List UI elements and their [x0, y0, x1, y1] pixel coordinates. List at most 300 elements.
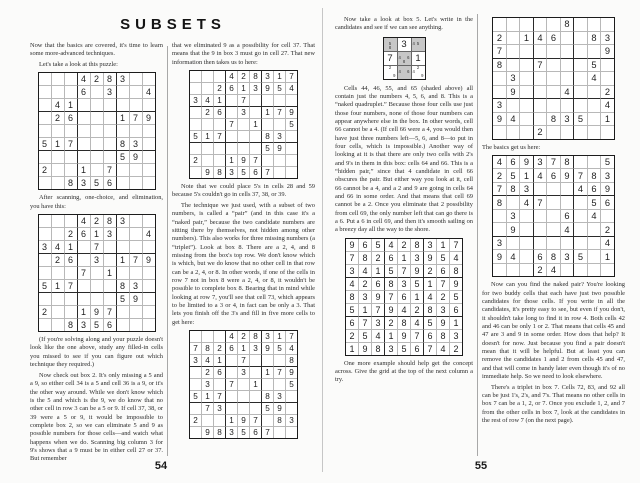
sudoku-cell: 4: [286, 83, 297, 95]
sudoku-cell: 5: [411, 278, 424, 291]
after-basics-caption: After scanning, one-choice, and elimination, you have this:: [30, 194, 163, 210]
sudoku-cell: 5: [450, 291, 462, 304]
sudoku-cell: [534, 86, 548, 100]
sudoku-cell: [202, 143, 214, 155]
sudoku-cell: [274, 355, 286, 367]
sudoku-cell: 5: [601, 156, 614, 170]
sudoku-cell: [117, 164, 130, 177]
sudoku-cell: 9: [262, 343, 274, 355]
sudoku-cell: [574, 45, 588, 59]
sudoku-cell: 5: [190, 391, 202, 403]
sudoku-cell: 1: [385, 330, 398, 343]
sudoku-cell: 6: [411, 343, 424, 355]
sudoku-cell: 9: [286, 107, 297, 119]
sudoku-cell: [143, 164, 155, 177]
sudoku-cell: [601, 59, 614, 73]
sudoku-cell: [190, 167, 202, 178]
sudoku-cell: 8: [493, 59, 507, 73]
sudoku-cell: [534, 237, 548, 251]
sudoku-cell: [561, 32, 575, 46]
sudoku-cell: 8: [250, 331, 262, 343]
sudoku-cell: [78, 293, 91, 306]
sudoku-cell: [190, 143, 202, 155]
sudoku-cell: [65, 267, 78, 280]
sudoku-cell: 3: [190, 95, 202, 107]
sudoku-cell: 6: [65, 254, 78, 267]
sudoku-cell: [78, 241, 91, 254]
sudoku-cell: [601, 126, 614, 139]
sudoku-cell: [250, 131, 262, 143]
sudoku-cell: [91, 125, 104, 138]
sudoku-cell: [520, 59, 534, 73]
sudoku-cell: [520, 223, 534, 237]
sudoku-cell: [507, 45, 521, 59]
sudoku-cell: [574, 32, 588, 46]
sudoku-cell: 9: [238, 155, 250, 167]
sudoku-cell: 2: [534, 126, 548, 139]
sudoku-cell: 9: [130, 151, 143, 164]
box5-cell: [384, 66, 398, 79]
box5-cell: 7: [384, 52, 398, 66]
sudoku-cell: [117, 319, 130, 331]
sudoku-cell: [507, 126, 521, 139]
sudoku-cell: 9: [398, 330, 411, 343]
sudoku-cell: [574, 72, 588, 86]
sudoku-cell: [493, 86, 507, 100]
sudoku-cell: [262, 379, 274, 391]
left-page-column-divider: [167, 46, 168, 456]
sudoku-cell: [226, 391, 238, 403]
sudoku-cell: [547, 223, 561, 237]
sudoku-cell: 6: [437, 265, 450, 278]
sudoku-cell: 8: [117, 138, 130, 151]
sudoku-cell: 3: [286, 415, 297, 427]
sudoku-cell: 7: [226, 379, 238, 391]
sudoku-cell: 8: [547, 250, 561, 264]
sudoku-cell: 1: [601, 250, 614, 264]
sudoku-cell: 2: [91, 215, 104, 228]
sudoku-cell: 4: [286, 343, 297, 355]
sudoku-cell: [238, 403, 250, 415]
sudoku-cell: 9: [601, 45, 614, 59]
sudoku-cell: 3: [411, 252, 424, 265]
sudoku-cell: 3: [117, 215, 130, 228]
sudoku-cell: [250, 367, 262, 379]
sudoku-cell: 3: [226, 167, 238, 178]
sudoku-cell: [39, 267, 52, 280]
sudoku-cell: [39, 86, 52, 99]
sudoku-cell: [561, 99, 575, 113]
sudoku-cell: [65, 86, 78, 99]
box5-shaded-cell: [384, 38, 398, 52]
sudoku-cell: 2: [65, 228, 78, 241]
naked-quadruplet-explanation: Cells 44, 46, 55, and 65 (shaded above) all contain just the numbers 4, 5, 6, and 8. This is a “naked quadruplet.” Because those four cells use just those four numbers, none of those four numbers can appear anywhere else in the box. In other words, cell 66 cannot be a 4. (If cell 66 were a 4, you would then have just three numbers left—5, 6, and 8—to put in four cells, which is impossible.) Another way of looking at it is that there are only two cells with 2's and 9's in them in this box: cells 64 and 66. This is a “hidden pair,” since that 4 candidate in cell 66 obscures the pair. But either way you look at it, cell 66 cannot be a 4, and a 2 and 9 are going in cells 64 and 66 in some order. And that means that cell 69 cannot be a 2. Once you eliminate that 2 possibility from cell 69, the only number left that can go there is a 6. Put a 6 in cell 69, and then it's smooth sailing on a breezy day all the way to the shore.: [335, 84, 473, 234]
sudoku-cell: [202, 71, 214, 83]
sudoku-cell: [202, 415, 214, 427]
sudoku-cell: 7: [238, 355, 250, 367]
sudoku-cell: 9: [601, 183, 614, 197]
sudoku-cell: 3: [104, 86, 117, 99]
sudoku-cell: 4: [78, 215, 91, 228]
sudoku-cell: [547, 18, 561, 32]
sudoku-cell: 6: [601, 196, 614, 210]
sudoku-cell: [238, 131, 250, 143]
sudoku-cell: 6: [214, 107, 226, 119]
sudoku-cell: 1: [250, 119, 262, 131]
sudoku-cell: [226, 131, 238, 143]
sudoku-cell: [507, 99, 521, 113]
sudoku-cell: 7: [286, 331, 297, 343]
sudoku-cell: 1: [274, 71, 286, 83]
sudoku-cell: 4: [601, 99, 614, 113]
sudoku-cell: [52, 86, 65, 99]
sudoku-cell: [574, 18, 588, 32]
sudoku-cell: [601, 264, 614, 277]
sudoku-cell: 2: [601, 86, 614, 100]
sudoku-cell: 2: [52, 254, 65, 267]
sudoku-cell: 6: [450, 304, 462, 317]
sudoku-cell: 6: [398, 291, 411, 304]
sudoku-cell: 8: [262, 131, 274, 143]
triplet-box7-paragraph: There's a triplet in box 7. Cells 72, 83, and 92 all can be just 1's, 2's, and 7's. That means no other cells in box 7 can be a 1, 2, or 7. Once you exclude 1, 2, and 7 from the other cells in box 7, look at the candidates in the rest of row 7 (on the next page).: [482, 383, 625, 425]
sudoku-cell: [547, 210, 561, 224]
sudoku-cell: [91, 280, 104, 293]
sudoku-cell: 3: [424, 239, 437, 252]
sudoku-cell: [250, 95, 262, 107]
sudoku-cell: 2: [493, 169, 507, 183]
sudoku-cell: 1: [214, 95, 226, 107]
sudoku-cell: [91, 138, 104, 151]
sudoku-cell: 3: [561, 250, 575, 264]
sudoku-cell: 3: [507, 210, 521, 224]
sudoku-cell: 6: [346, 317, 359, 330]
sudoku-cell: 7: [262, 427, 274, 438]
sudoku-cell: 3: [91, 254, 104, 267]
sudoku-cell: [250, 107, 262, 119]
sudoku-cell: 6: [250, 167, 262, 178]
sudoku-cell: 8: [588, 32, 602, 46]
sudoku-cell: 7: [385, 291, 398, 304]
sudoku-cell: 7: [214, 131, 226, 143]
sudoku-cell: [65, 125, 78, 138]
sudoku-cell: 5: [262, 143, 274, 155]
sudoku-cell: 4: [398, 304, 411, 317]
sudoku-cell: [507, 59, 521, 73]
sudoku-cell: 1: [91, 228, 104, 241]
sudoku-cell: [601, 72, 614, 86]
box5-cell: 3: [398, 38, 412, 52]
sudoku-cell: [520, 113, 534, 127]
sudoku-cell: 7: [130, 254, 143, 267]
box5-shaded-cell: [412, 38, 425, 52]
sudoku-cell: 7: [547, 156, 561, 170]
sudoku-cell: [547, 86, 561, 100]
box5-candidates-diagram: [383, 37, 426, 80]
sudoku-cell: [143, 267, 155, 280]
sudoku-cell: 1: [601, 113, 614, 127]
nine-in-cell27-paragraph: that we eliminated 9 as a possibility for cell 37. That means that the 9 in box 3 must go in cell 27. That new information then takes us to here:: [172, 42, 315, 66]
sudoku-grid-example-puzzle: [492, 17, 615, 140]
sudoku-cell: 5: [39, 138, 52, 151]
sudoku-cell: 7: [65, 280, 78, 293]
sudoku-cell: [65, 306, 78, 319]
sudoku-cell: 7: [250, 155, 262, 167]
sudoku-cell: [52, 267, 65, 280]
sudoku-cell: 4: [601, 237, 614, 251]
sudoku-grid-initial-puzzle: [38, 72, 156, 190]
sudoku-cell: 1: [424, 278, 437, 291]
sudoku-cell: 2: [202, 367, 214, 379]
sudoku-cell: [534, 210, 548, 224]
sudoku-cell: [117, 228, 130, 241]
sudoku-cell: 7: [534, 196, 548, 210]
sudoku-cell: [52, 293, 65, 306]
sudoku-cell: 4: [547, 264, 561, 277]
sudoku-cell: 8: [202, 343, 214, 355]
sudoku-cell: [520, 18, 534, 32]
pencil-marks: 2 4 9: [412, 64, 424, 79]
sudoku-cell: 3: [226, 427, 238, 438]
sudoku-cell: 9: [493, 250, 507, 264]
sudoku-cell: 4: [78, 73, 91, 86]
sudoku-cell: [130, 164, 143, 177]
sudoku-cell: 4: [450, 252, 462, 265]
sudoku-cell: [91, 164, 104, 177]
sudoku-cell: [202, 83, 214, 95]
sudoku-cell: [507, 32, 521, 46]
sudoku-cell: 9: [274, 143, 286, 155]
sudoku-cell: [214, 71, 226, 83]
sudoku-cell: 3: [104, 228, 117, 241]
sudoku-cell: 6: [104, 177, 117, 189]
sudoku-cell: [274, 155, 286, 167]
sudoku-cell: [561, 264, 575, 277]
sudoku-cell: [117, 86, 130, 99]
sudoku-cell: 2: [453, 343, 459, 354]
sudoku-cell: 5: [574, 113, 588, 127]
sudoku-cell: 4: [588, 210, 602, 224]
sudoku-cell: [262, 95, 274, 107]
left-page-column-2: [172, 42, 315, 443]
sudoku-cell: 2: [214, 83, 226, 95]
sudoku-cell: [190, 83, 202, 95]
sudoku-cell: [601, 18, 614, 32]
sudoku-cell: [547, 183, 561, 197]
sudoku-cell: 4: [493, 156, 507, 170]
sudoku-cell: [493, 210, 507, 224]
sudoku-cell: 7: [104, 306, 117, 319]
sudoku-cell: [561, 59, 575, 73]
sudoku-cell: [520, 250, 534, 264]
sudoku-cell: [226, 95, 238, 107]
one-more-example-note: One more example should help get the concept across. Give the grid at the top of the next column a try.: [335, 359, 473, 384]
sudoku-cell: 5: [424, 317, 437, 330]
sudoku-cell: [214, 331, 226, 343]
sudoku-cell: 5: [398, 343, 411, 355]
sudoku-cell: [574, 210, 588, 224]
sudoku-cell: 5: [117, 293, 130, 306]
sudoku-cell: [262, 355, 274, 367]
sudoku-cell: 7: [190, 343, 202, 355]
sudoku-cell: [274, 379, 286, 391]
sudoku-cell: [250, 355, 262, 367]
sudoku-cell: [547, 126, 561, 139]
sudoku-cell: 1: [372, 265, 385, 278]
sudoku-grid-after-triplet: [189, 330, 298, 439]
sudoku-cell: [104, 112, 117, 125]
sudoku-cell: [143, 73, 155, 86]
sudoku-cell: 3: [372, 317, 385, 330]
sudoku-cell: 9: [507, 86, 521, 100]
sudoku-cell: [65, 215, 78, 228]
sudoku-cell: 8: [411, 239, 424, 252]
sudoku-cell: 1: [202, 391, 214, 403]
sudoku-cell: 8: [214, 427, 226, 438]
sudoku-cell: [520, 264, 534, 277]
sudoku-cell: [574, 223, 588, 237]
sudoku-cell: [130, 228, 143, 241]
sudoku-cell: [117, 99, 130, 112]
puzzle-lead-in: Let's take a look at this puzzle:: [39, 61, 118, 69]
sudoku-cell: 2: [437, 291, 450, 304]
sudoku-cell: 9: [561, 169, 575, 183]
sudoku-cell: [561, 45, 575, 59]
sudoku-cell: [117, 177, 130, 189]
sudoku-cell: 6: [65, 112, 78, 125]
sudoku-cell: [226, 367, 238, 379]
sudoku-cell: 4: [561, 223, 575, 237]
sudoku-cell: [493, 18, 507, 32]
sudoku-cell: [214, 379, 226, 391]
sudoku-cell: 1: [262, 107, 274, 119]
sudoku-cell: 2: [424, 265, 437, 278]
sudoku-cell: [91, 151, 104, 164]
sudoku-cell: [588, 45, 602, 59]
sudoku-cell: 3: [117, 73, 130, 86]
sudoku-cell: [130, 99, 143, 112]
sudoku-cell: 4: [372, 330, 385, 343]
sudoku-cell: [78, 138, 91, 151]
sudoku-cell: 1: [117, 112, 130, 125]
sudoku-cell: 1: [411, 291, 424, 304]
sudoku-cell: [190, 119, 202, 131]
sudoku-cell: [588, 126, 602, 139]
page-number-right: 55: [474, 460, 488, 472]
box5-cell: [412, 66, 425, 79]
sudoku-cell: [214, 155, 226, 167]
sudoku-cell: [39, 254, 52, 267]
sudoku-cell: 9: [359, 343, 372, 355]
sudoku-cell: [143, 306, 155, 319]
sudoku-cell: [547, 237, 561, 251]
sudoku-cell: 1: [202, 131, 214, 143]
sudoku-cell: [39, 125, 52, 138]
sudoku-cell: 2: [91, 73, 104, 86]
sudoku-cell: [534, 113, 548, 127]
sudoku-cell: 5: [91, 177, 104, 189]
sudoku-cell: [143, 177, 155, 189]
sudoku-cell: 8: [104, 215, 117, 228]
sudoku-cell: [547, 99, 561, 113]
sudoku-cell: 1: [214, 355, 226, 367]
sudoku-cell: 4: [226, 71, 238, 83]
sudoku-cell: [534, 72, 548, 86]
sudoku-cell: 3: [202, 379, 214, 391]
sudoku-cell: [226, 355, 238, 367]
sudoku-cell: [574, 264, 588, 277]
sudoku-cell: [534, 18, 548, 32]
right-page-column-divider: [477, 14, 478, 456]
sudoku-cell: 2: [601, 223, 614, 237]
sudoku-cell: [39, 112, 52, 125]
sudoku-cell: [588, 113, 602, 127]
sudoku-cell: 7: [534, 59, 548, 73]
sudoku-cell: 3: [238, 367, 250, 379]
sudoku-cell: [574, 237, 588, 251]
box5-lead-in: Now take a look at box 5. Let's write in the candidates and see if we can see anything.: [335, 16, 473, 32]
sudoku-cell: 5: [372, 239, 385, 252]
sudoku-cell: [39, 151, 52, 164]
sudoku-cell: [561, 72, 575, 86]
sudoku-cell: [130, 267, 143, 280]
sudoku-cell: [130, 319, 143, 331]
sudoku-cell: [574, 99, 588, 113]
sudoku-cell: [250, 391, 262, 403]
sudoku-cell: [78, 151, 91, 164]
sudoku-cell: 7: [250, 415, 262, 427]
sudoku-cell: 2: [190, 155, 202, 167]
sudoku-cell: [520, 45, 534, 59]
sudoku-cell: [130, 306, 143, 319]
sudoku-cell: [143, 319, 155, 331]
sudoku-cell: 3: [601, 32, 614, 46]
sudoku-cell: 5: [359, 330, 372, 343]
sudoku-cell: [507, 237, 521, 251]
sudoku-cell: 3: [398, 278, 411, 291]
sudoku-cell: [520, 237, 534, 251]
sudoku-cell: [507, 264, 521, 277]
sudoku-cell: 3: [534, 156, 548, 170]
sudoku-cell: 8: [262, 391, 274, 403]
sudoku-cell: [262, 119, 274, 131]
sudoku-cell: [493, 223, 507, 237]
sudoku-cell: 3: [346, 265, 359, 278]
sudoku-cell: 8: [250, 71, 262, 83]
sudoku-cell: [143, 125, 155, 138]
sudoku-cell: [561, 183, 575, 197]
sudoku-cell: 7: [238, 95, 250, 107]
sudoku-cell: [547, 45, 561, 59]
sudoku-cell: 1: [117, 254, 130, 267]
sudoku-cell: 7: [226, 119, 238, 131]
sudoku-cell: 7: [372, 304, 385, 317]
sudoku-cell: 3: [130, 280, 143, 293]
pencil-marks: 2 9: [388, 64, 396, 79]
sudoku-cell: [286, 131, 297, 143]
sudoku-cell: 4: [143, 86, 155, 99]
sudoku-cell: [143, 241, 155, 254]
sudoku-cell: 3: [507, 72, 521, 86]
sudoku-cell: 5: [574, 250, 588, 264]
sudoku-cell: 8: [214, 167, 226, 178]
sudoku-cell: 3: [561, 113, 575, 127]
sudoku-cell: [534, 223, 548, 237]
sudoku-cell: 3: [238, 107, 250, 119]
left-page-column-1: [30, 42, 163, 466]
sudoku-cell: [190, 107, 202, 119]
sudoku-cell: [91, 99, 104, 112]
sudoku-cell: [588, 237, 602, 251]
